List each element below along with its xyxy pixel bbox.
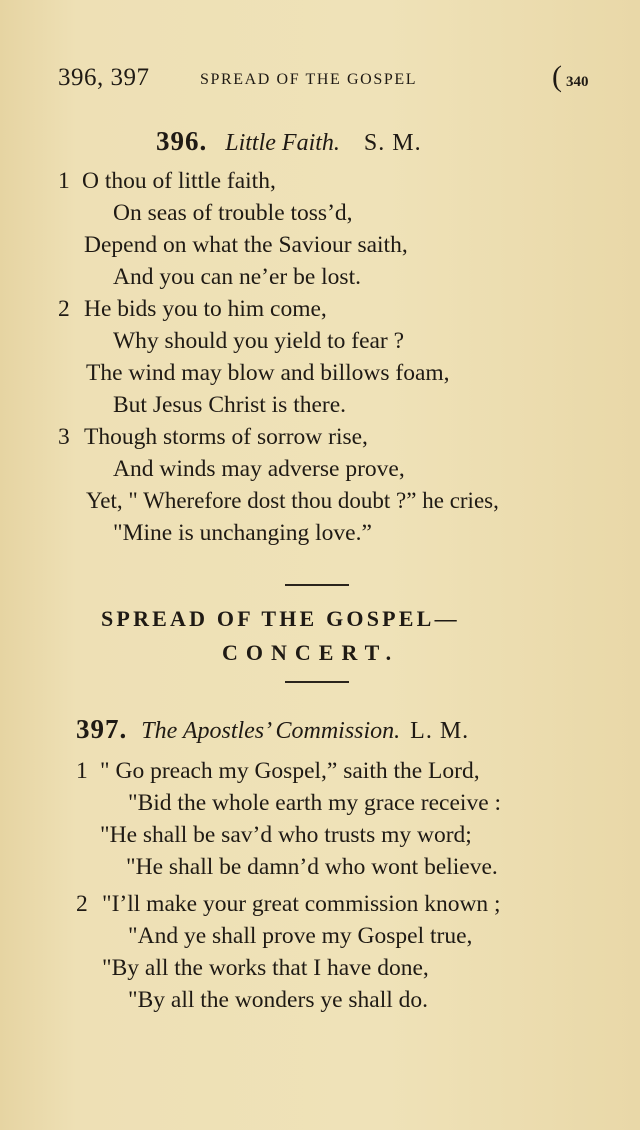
header-hymn-numbers: 396, 397 — [58, 64, 150, 91]
verse-line: And winds may adverse prove, — [113, 456, 405, 482]
section-divider-top — [285, 584, 349, 586]
hymn-meter: L. M. — [410, 718, 470, 744]
hymn-title: The Apostles’ Commission. — [141, 718, 401, 744]
verse-line: Depend on what the Saviour saith, — [84, 232, 408, 258]
section-divider-bottom — [285, 681, 349, 683]
hymn-397-heading — [76, 714, 469, 745]
verse-line: "Bid the whole earth my grace receive : — [128, 790, 502, 816]
section-heading-text: SPREAD OF THE GOSPEL — [101, 606, 435, 631]
verse-line: Yet, " Wherefore dost thou doubt ?” he cries, — [86, 488, 499, 513]
hymn-title: Little Faith. — [225, 130, 340, 156]
verse-number: 1 — [58, 168, 70, 194]
hymn-number: 397. — [76, 714, 128, 744]
verse-line: The wind may blow and billows foam, — [86, 360, 450, 386]
verse-line: " Go preach my Gospel,” saith the Lord, — [100, 758, 480, 784]
section-heading-line1 — [101, 606, 460, 632]
section-heading-line2: CONCERT. — [222, 640, 400, 665]
verse-line: Though storms of sorrow rise, — [84, 424, 368, 450]
verse-line: "He shall be damn’d who wont believe. — [126, 854, 498, 880]
verse-line: On seas of trouble toss’d, — [113, 200, 353, 226]
hymn-meter: S. M. — [363, 130, 422, 156]
verse-line: But Jesus Christ is there. — [113, 392, 347, 418]
header-parenthesis: ( — [552, 60, 562, 93]
verse-line: He bids you to him come, — [84, 296, 327, 322]
section-heading-dash: — — [434, 606, 460, 631]
verse-number: 1 — [76, 758, 88, 784]
hymn-number: 396. — [156, 126, 208, 156]
verse-line: "Mine is unchanging love.” — [113, 520, 372, 546]
verse-line: "By all the wonders ye shall do. — [128, 987, 429, 1013]
verse-number: 2 — [76, 891, 88, 917]
page-number: 340 — [566, 74, 589, 90]
verse-line: And you can ne’er be lost. — [113, 264, 361, 290]
verse-line: "By all the works that I have done, — [102, 955, 429, 981]
verse-line: "And ye shall prove my Gospel true, — [128, 923, 473, 949]
hymn-396-heading — [156, 126, 422, 157]
verse-line: "I’ll make your great commission known ; — [102, 891, 501, 917]
verse-line: O thou of little faith, — [82, 168, 276, 194]
verse-number: 3 — [58, 424, 70, 450]
header-section-title: SPREAD OF THE GOSPEL — [200, 71, 418, 88]
verse-line: "He shall be sav’d who trusts my word; — [100, 822, 472, 848]
verse-number: 2 — [58, 296, 70, 322]
verse-line: Why should you yield to fear ? — [113, 328, 405, 354]
